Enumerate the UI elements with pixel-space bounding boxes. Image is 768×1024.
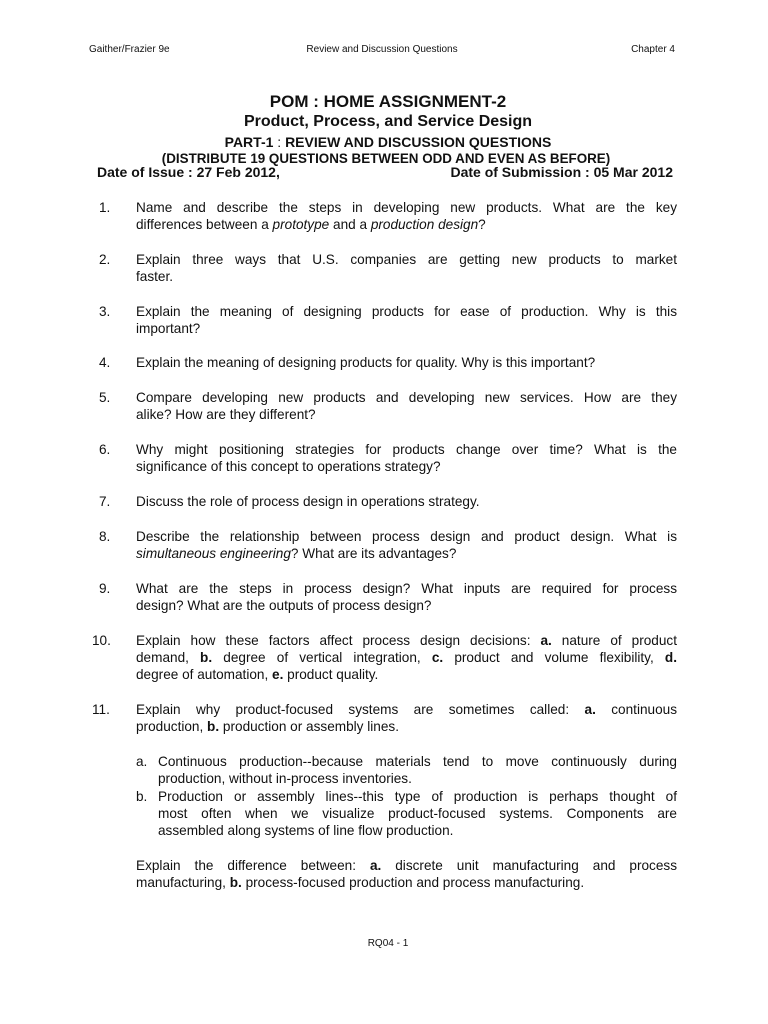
question-text [136,580,677,614]
followup-text [136,857,677,891]
answer-line: Production or assembly lines--this type of production is perhaps thought of [158,789,677,804]
question-number: 9. [99,581,111,596]
question-number: 3. [99,304,111,319]
question-text [136,632,677,683]
question-number: 6. [99,442,111,457]
answer-text [158,788,677,839]
answer-text [158,753,677,787]
question-line: Explain the meaning of designing products for quality. Why is this important? [136,355,596,370]
question-text [136,389,677,423]
question-line: Explain how these factors affect process design decisions: a. nature of product [136,633,677,648]
part-text: REVIEW AND DISCUSSION QUESTIONS [285,134,552,150]
answer-line: Continuous production--because materials tend to move continuously during [158,754,677,769]
question-line: What are the steps in process design? What inputs are required for process [136,581,677,596]
question-line: Name and describe the steps in developing new products. What are the key [136,200,677,215]
question-line: Explain three ways that U.S. companies are getting new products to market [136,252,677,267]
question-line: alike? How are they different? [136,407,316,422]
part-heading [8,134,768,151]
running-header [89,44,675,58]
part-label: PART-1 [224,134,274,150]
question-number: 8. [99,529,111,544]
question-number: 5. [99,390,111,405]
date-of-issue: Date of Issue : 27 Feb 2012, [97,164,280,180]
dates-line [97,164,673,182]
question-number: 1. [99,200,111,215]
assignment-title: POM : HOME ASSIGNMENT-2 [269,92,507,111]
question-number: 10. [92,633,111,648]
question-text [136,199,677,233]
question-line: design? What are the outputs of process design? [136,598,432,613]
answer-line: production, without in-process inventories. [158,771,412,786]
question-line: degree of automation, e. product quality. [136,667,379,682]
header-section-title: Review and Discussion Questions [306,44,458,55]
question-line: simultaneous engineering? What are its advantages? [136,546,457,561]
question-text [136,528,677,562]
question-number: 7. [99,494,111,509]
question-line: Why might positioning strategies for products change over time? What is the [136,442,677,457]
question-number: 4. [99,355,111,370]
question-line: production, b. production or assembly lines. [136,719,399,734]
answer-line: most often when we visualize product-focused systems. Components are [158,806,677,821]
question-line: Discuss the role of process design in operations strategy. [136,494,480,509]
question-text [136,701,677,735]
question-line: Explain why product-focused systems are sometimes called: a. continuous [136,702,678,717]
question-text [136,493,677,510]
answer-line: assembled along systems of line flow production. [158,823,454,838]
question-line: important? [136,321,201,336]
followup-line: Explain the difference between: a. discrete unit manufacturing and process [136,858,677,873]
title-block [0,92,768,167]
question-text [136,303,677,337]
question-line: Compare developing new products and developing new services. How are they [136,390,677,405]
part-separator: : [277,134,282,150]
distribution-note: (DISTRIBUTE 19 QUESTIONS BETWEEN ODD AND EVEN AS BEFORE) [161,151,611,166]
question-line: faster. [136,269,174,284]
assignment-subtitle: Product, Process, and Service Design [243,113,533,130]
answer-letter: a. [136,754,148,769]
question-number: 11. [92,702,110,717]
followup-line: manufacturing, b. process-focused production and process manufacturing. [136,875,585,890]
page-footer: RQ04 - 1 [367,938,409,949]
question-text [136,251,677,285]
question-line: Explain the meaning of designing products for ease of production. Why is this [136,304,677,319]
question-line: differences between a prototype and a production design? [136,217,486,232]
question-line: demand, b. degree of vertical integration, c. product and volume flexibility, d. [136,650,677,665]
date-of-submission: Date of Submission : 05 Mar 2012 [450,164,673,180]
header-book-title: Gaither/Frazier 9e [89,44,170,55]
question-line: significance of this concept to operations strategy? [136,459,441,474]
header-chapter: Chapter 4 [631,44,675,55]
question-text [136,441,677,475]
answer-letter: b. [136,789,148,804]
question-line: Describe the relationship between process design and product design. What is [136,529,677,544]
question-text [136,354,677,371]
question-number: 2. [99,252,111,267]
